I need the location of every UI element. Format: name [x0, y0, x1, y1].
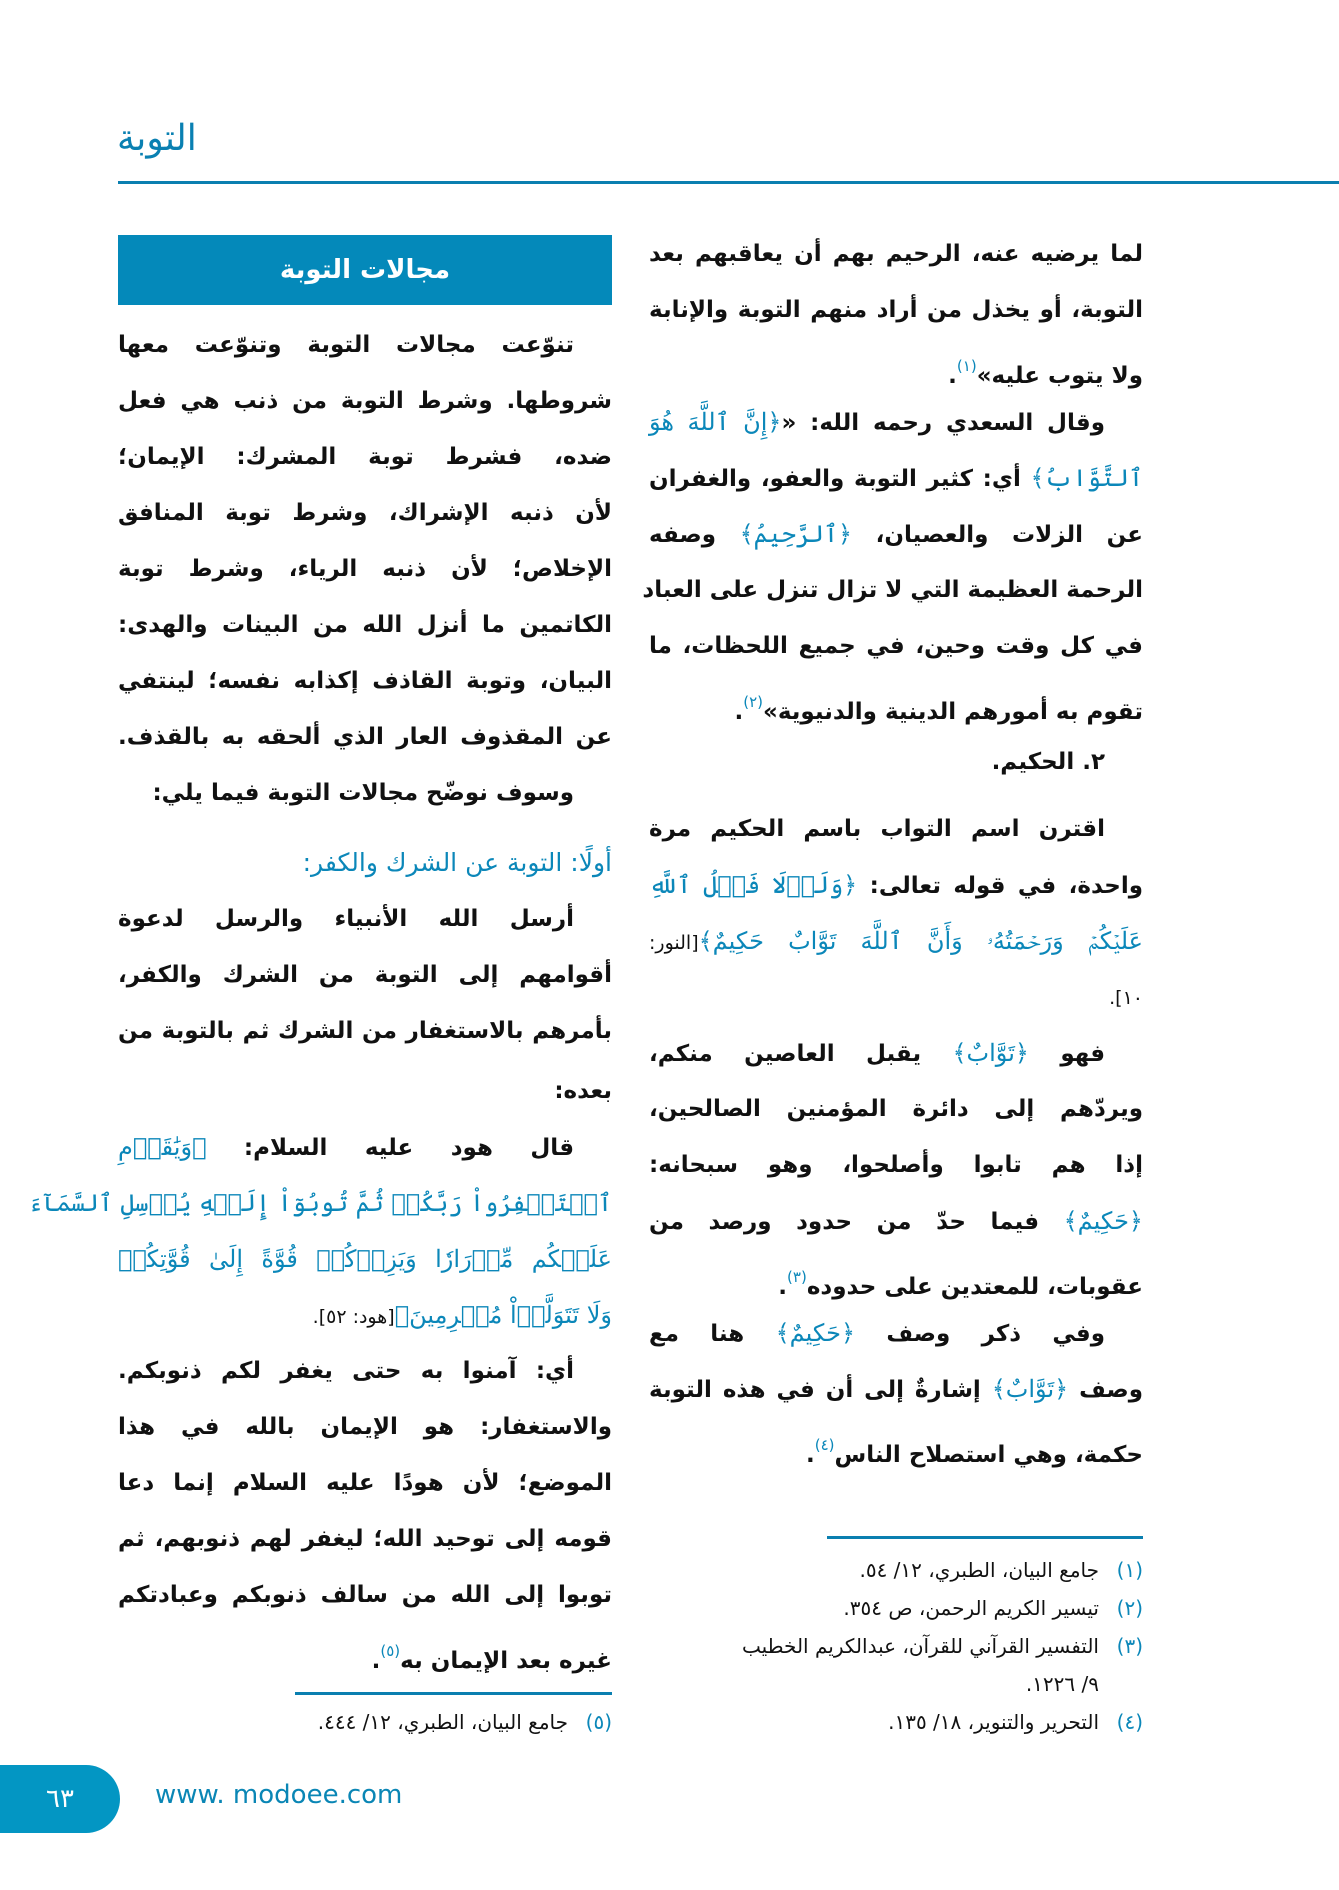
- text-segment: تقوم به أمورهم الدينية والدنيوية»: [762, 699, 1143, 725]
- website-link[interactable]: www. modoee.com: [155, 1780, 403, 1810]
- text-segment: وسوف نوضّح مجالات التوبة فيما يلي:: [152, 780, 574, 806]
- quran-verse: ﴿حَكِيمٌ﴾: [775, 1319, 856, 1347]
- text-segment: وصف: [1068, 1377, 1144, 1403]
- text-line: [649, 1305, 1143, 1361]
- text-segment: لما يرضيه عنه، الرحيم بهم أن يعاقبهم بعد: [649, 241, 1143, 267]
- text-line: [118, 1231, 612, 1287]
- left-column-text: [28, 317, 612, 1679]
- text-line: [649, 674, 1143, 730]
- footnote-marker[interactable]: (١): [956, 357, 977, 375]
- text-segment: وقال السعدي رحمه الله: «: [781, 410, 1105, 436]
- text-line: [649, 801, 1143, 857]
- quran-verse: ٱلتَّوَّابُ﴾: [1030, 464, 1143, 492]
- text-segment: الكاتمين ما أنزل الله من البينات والهدى:: [118, 612, 612, 638]
- quran-verse: ﴿وَلَوۡلَا فَضۡلُ ٱللَّهِ: [649, 871, 858, 899]
- text-segment: شروطها. وشرط التوبة من ذنب هي فعل: [118, 388, 612, 414]
- verse-reference: [النور:: [649, 932, 699, 954]
- text-segment: فيما حدّ من حدود ورصد من: [649, 1209, 1064, 1235]
- text-line: [649, 226, 1143, 282]
- text-line: [642, 562, 1143, 618]
- text-line: [118, 1119, 612, 1175]
- text-segment: قال هود عليه السلام:: [206, 1135, 574, 1161]
- text-segment: ويردّهم إلى دائرة المؤمنين الصالحين،: [649, 1096, 1143, 1122]
- footnote: [649, 1627, 1143, 1665]
- footnotes-right: [649, 1551, 1143, 1741]
- text-line: [649, 1361, 1143, 1417]
- text-line: [649, 1025, 1143, 1081]
- running-title: التوبة: [117, 118, 197, 159]
- text-line: [118, 485, 612, 541]
- quran-verse: ٱسۡتَغۡفِرُواْ رَبَّكُمۡ ثُمَّ تُوبُوٓاْ إِلَيۡهِ يُرۡسِلِ ٱلسَّمَآءَ: [28, 1189, 612, 1217]
- text-segment: التوبة، أو يخذل من أراد منهم التوبة والإنابة: [649, 297, 1143, 323]
- text-line: [649, 734, 1143, 790]
- text-segment: لأن ذنبه الإشراك، وشرط توبة المنافق: [118, 500, 612, 526]
- text-line: [118, 541, 612, 597]
- text-line: [118, 709, 612, 765]
- quran-verse: ﴿تَوَّابٌ﴾: [991, 1375, 1069, 1403]
- text-segment: تنوّعت مجالات التوبة وتنوّعت معها: [118, 332, 574, 358]
- verse-reference: [هود: ٥٢].: [312, 1306, 395, 1328]
- text-segment: إذا هم تابوا وأصلحوا، وهو سبحانه:: [649, 1152, 1143, 1178]
- quran-verse: ﴿إِنَّ ٱللَّهَ هُوَ: [649, 408, 782, 436]
- quran-verse: ﴿حَكِيمٌ﴾: [1063, 1207, 1143, 1235]
- text-segment: أي: كثير التوبة والعفو، والغفران: [649, 466, 1031, 492]
- footnote-text: التفسير القرآني للقرآن، عبدالكريم الخطيب: [741, 1634, 1099, 1658]
- text-segment: قومه إلى توحيد الله؛ ليغفر لهم ذنوبهم، ثم: [118, 1526, 612, 1552]
- text-segment: في كل وقت وحين، في جميع اللحظات، ما: [649, 633, 1143, 659]
- page-number-badge: [0, 1765, 120, 1833]
- text-line: [649, 1193, 1143, 1249]
- footnote-text: جامع البيان، الطبري، ١٢/ ٥٤.: [859, 1558, 1099, 1582]
- text-line: [118, 373, 612, 429]
- text-segment: فهو: [1028, 1041, 1105, 1067]
- text-segment: الموضع؛ لأن هودًا عليه السلام إنما دعا: [118, 1470, 612, 1496]
- text-line: [118, 1455, 612, 1511]
- footnote-marker[interactable]: (٤): [814, 1436, 835, 1454]
- section-title-box: [118, 235, 612, 305]
- footnote-continuation: ٩/ ١٢٢٦.: [1025, 1672, 1099, 1696]
- footnote: [649, 1551, 1143, 1589]
- footnote-text: التحرير والتنوير، ١٨/ ١٣٥.: [888, 1710, 1099, 1734]
- verse-reference: ١٠].: [1109, 987, 1143, 1009]
- text-line: [649, 450, 1143, 506]
- text-line: [649, 618, 1143, 674]
- subheading: أولًا: التوبة عن الشرك والكفر:: [302, 848, 612, 877]
- quran-verse: وَلَا تَتَوَلَّوۡاْ مُجۡرِمِينَ﴾: [394, 1301, 612, 1329]
- quran-verse: ﴿وَيَٰقَوۡمِ: [118, 1133, 207, 1161]
- text-line: [649, 506, 1143, 562]
- text-segment: أقوامهم إلى التوبة من الشرك والكفر،: [118, 962, 612, 988]
- text-segment: ولا يتوب عليه»: [976, 363, 1143, 389]
- text-line: [118, 597, 612, 653]
- text-line: [649, 282, 1143, 338]
- footnote-number: (٣): [1116, 1634, 1143, 1658]
- text-line: [28, 1175, 612, 1231]
- text-segment: والاستغفار: هو الإيمان بالله في هذا: [118, 1414, 612, 1440]
- quran-verse: ﴿تَوَّابٌ﴾: [952, 1039, 1029, 1067]
- footnote-text: جامع البيان، الطبري، ١٢/ ٤٤٤.: [317, 1710, 568, 1734]
- right-column-text: [642, 226, 1144, 1473]
- text-segment: .: [948, 363, 957, 389]
- text-line: [649, 1137, 1143, 1193]
- footnote: [118, 1703, 612, 1741]
- text-segment: بأمرهم بالاستغفار من الشرك ثم بالتوبة من: [118, 1018, 612, 1044]
- text-segment: واحدة، في قوله تعالى:: [857, 873, 1144, 899]
- text-segment: هنا مع: [649, 1321, 776, 1347]
- text-line: [118, 1287, 612, 1343]
- text-line: [118, 1063, 612, 1119]
- text-segment: .: [734, 699, 744, 725]
- text-segment: عقوبات، للمعتدين على حدوده: [806, 1274, 1143, 1300]
- text-line: [649, 913, 1143, 969]
- text-segment: اقترن اسم التواب باسم الحكيم مرة: [649, 816, 1105, 842]
- text-line: [118, 1567, 612, 1623]
- text-segment: الإخلاص؛ لأن ذنبه الرياء، وشرط توبة: [118, 556, 612, 582]
- text-line: [118, 1399, 612, 1455]
- footnote-marker[interactable]: (٢): [743, 693, 763, 711]
- text-line: [118, 429, 612, 485]
- text-line: [118, 1343, 612, 1399]
- text-line: [649, 1417, 1143, 1473]
- text-line: [118, 1623, 612, 1679]
- text-segment: ٢. الحكيم.: [991, 749, 1105, 775]
- text-segment: وصفه: [649, 522, 740, 548]
- text-line: [649, 857, 1143, 913]
- text-line: [649, 1249, 1143, 1305]
- text-line: [118, 1003, 612, 1059]
- text-line: [118, 891, 612, 947]
- footnote-number: (٥): [585, 1710, 612, 1734]
- footnote-number: (٤): [1116, 1710, 1143, 1734]
- text-segment: عن الزلات والعصيان،: [852, 522, 1143, 548]
- footnote-text: تيسير الكريم الرحمن، ص ٣٥٤.: [843, 1596, 1099, 1620]
- text-line: [118, 653, 612, 709]
- text-line: [118, 765, 612, 821]
- text-segment: حكمة، وهي استصلاح الناس: [834, 1442, 1143, 1468]
- text-segment: أي: آمنوا به حتى يغفر لكم ذنوبكم.: [118, 1358, 574, 1384]
- text-segment: يقبل العاصين منكم،: [649, 1041, 953, 1067]
- text-line: [649, 338, 1143, 394]
- page-number: ٦٣: [46, 1784, 74, 1814]
- text-segment: الرحمة العظيمة التي لا تزال تنزل على العباد: [642, 577, 1143, 603]
- footnote-number: (١): [1116, 1558, 1143, 1582]
- text-segment: وفي ذكر وصف: [855, 1321, 1105, 1347]
- footnote: [649, 1589, 1143, 1627]
- text-segment: .: [371, 1648, 381, 1674]
- footnotes-left: [118, 1703, 612, 1741]
- footnote: [649, 1703, 1143, 1741]
- text-segment: البيان، وتوبة القاذف إكذابه نفسه؛ لينتفي: [118, 668, 612, 694]
- footnote-marker[interactable]: (٥): [380, 1642, 401, 1660]
- text-line: [649, 969, 1143, 1025]
- header-rule: [118, 181, 1339, 184]
- text-line: [649, 394, 1143, 450]
- quran-verse: عَلَيۡكُمۡ وَرَحۡمَتُهُۥ وَأَنَّ ٱللَّهَ تَوَّابٌ حَكِيمٌ﴾: [698, 927, 1143, 955]
- footnote-rule-left: [295, 1692, 612, 1695]
- text-segment: بعده:: [554, 1078, 612, 1104]
- text-line: [118, 1511, 612, 1567]
- text-segment: غيره بعد الإيمان به: [400, 1648, 612, 1674]
- section-title: مجالات التوبة: [279, 255, 451, 285]
- text-segment: توبوا إلى الله من سالف ذنوبكم وعبادتكم: [118, 1582, 612, 1608]
- text-line: [649, 1081, 1143, 1137]
- quran-verse: ﴿ٱلرَّحِيمُ﴾: [739, 520, 853, 548]
- text-segment: إشارةٌ إلى أن في هذه التوبة: [649, 1377, 992, 1403]
- text-segment: عن المقذوف العار الذي ألحقه به بالقذف.: [118, 724, 612, 750]
- text-segment: أرسل الله الأنبياء والرسل لدعوة: [118, 906, 574, 932]
- text-segment: .: [778, 1274, 788, 1300]
- text-line: [118, 947, 612, 1003]
- footnote-rule-right: [827, 1536, 1143, 1539]
- text-line: [118, 317, 612, 373]
- text-segment: ضده، فشرط توبة المشرك: الإيمان؛: [118, 444, 612, 470]
- footnote-marker[interactable]: (٣): [787, 1268, 807, 1286]
- text-segment: .: [806, 1442, 815, 1468]
- footnote-number: (٢): [1116, 1596, 1143, 1620]
- quran-verse: عَلَيۡكُم مِّدۡرَارٗا وَيَزِدۡكُمۡ قُوَّةً إِلَىٰ قُوَّتِكُمۡ: [118, 1245, 612, 1273]
